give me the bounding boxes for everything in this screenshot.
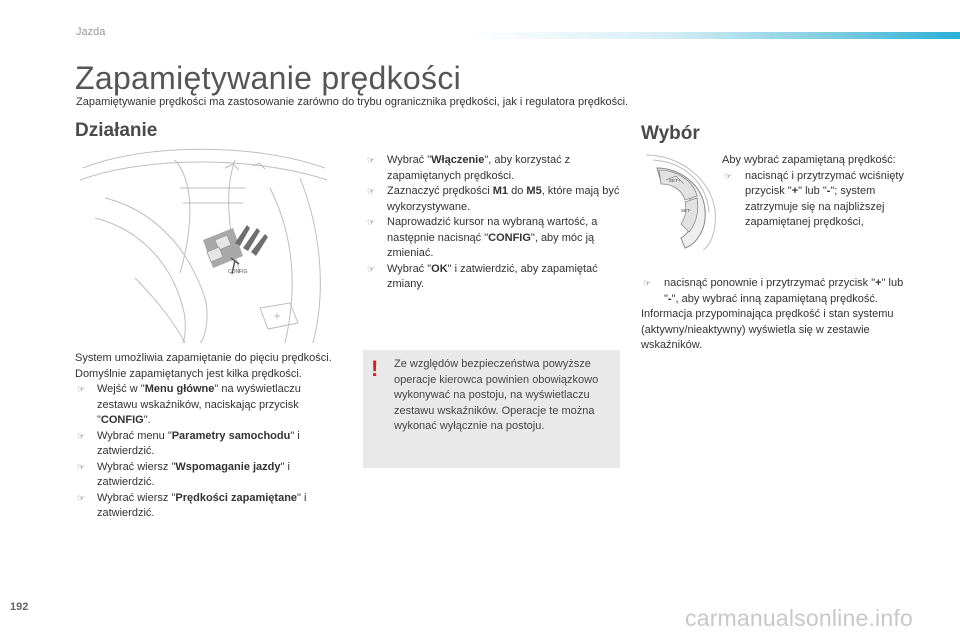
pointing-finger-icon: ☞ [643,278,652,288]
selection-steps-continued [641,276,911,354]
list-item: ☞ Wybrać wiersz "Prędkości zapamiętane" i zatwierdzić. [77,491,307,519]
list-item: ☞ Zaznaczyć prędkości M1 do M5, które mają być wykorzystywane. [367,185,620,213]
pointing-finger-icon: ☞ [77,430,86,441]
pointing-finger-icon: ☞ [77,492,86,503]
pointing-finger-icon: ☞ [77,384,86,394]
header-accent-bar [470,32,960,39]
pointing-finger-icon: ☞ [77,461,86,472]
list-item: ☞ Wybrać menu "Parametry samochodu" i zatwierdzić. [77,429,300,457]
config-label: CONFIG [228,269,248,275]
list-item: ☞ nacisnąć ponownie i przytrzymać przycisk "+" lub "-", aby wybrać inną zapamiętaną prędkość. [643,277,904,305]
list-item: ☞ Wybrać "OK" i zatwierdzić, aby zapamiętać zmiany. [367,262,598,290]
page-title: Zapamiętywanie prędkości [75,60,462,96]
pointing-finger-icon: ☞ [367,217,376,227]
set-buttons-illustration [641,150,717,250]
pointing-finger-icon: ☞ [367,263,376,274]
pointing-finger-icon: ☞ [724,170,733,181]
list-item: ☞ nacisnąć i przytrzymać wciśnięty przycisk "+" lub "-"; system zatrzymuje się na najbliższej zapamiętanej prędkości, [724,169,904,228]
watermark: carmanualsonline.info [685,605,913,631]
intro-text: Zapamiętywanie prędkości ma zastosowanie zarówno do trybu ogranicznika prędkości, jak i regulatora prędkości. [76,96,629,108]
operation-steps-right [365,153,630,293]
warning-box [363,350,620,468]
warning-text: Ze względów bezpieczeństwa powyższe operacje kierowca powinien obowiązkowo wykonywać na postoju, na wyświetlaczu zestawu wskaźników. Operacje te można wykonać wyłącznie na postoju. [394,358,599,432]
heading-selection: Wybór [641,123,700,144]
pointing-finger-icon: ☞ [367,155,376,165]
list-item: ☞ Wybrać wiersz "Wspomaganie jazdy" i zatwierdzić. [77,460,290,488]
set-plus-label: SET+ [669,178,681,183]
heading-operation: Działanie [75,120,158,141]
selection-steps [722,153,922,231]
page-number: 192 [10,601,29,613]
set-minus-label: SET- [681,208,692,213]
section-tag: Jazda [76,26,106,38]
list-item: ☞ Naprowadzić kursor na wybraną wartość, a następnie nacisnąć "CONFIG", aby móc ją zmieniać. [367,216,598,259]
exclamation-icon: ! [371,356,379,381]
operation-intro-line-1: System umożliwia zapamiętanie do pięciu prędkości. [75,352,332,364]
list-item: ☞ Wybrać "Włączenie", aby korzystać z zapamiętanych prędkości. [367,154,571,182]
steering-wheel-illustration [75,148,333,343]
selection-intro: Aby wybrać zapamiętaną prędkość: [722,154,896,166]
selection-note: Informacja przypominająca prędkość i stan systemu (aktywny/nieaktywny) wyświetla się w zestawie wskaźników. [641,308,894,351]
pointing-finger-icon: ☞ [367,186,376,196]
operation-steps-left [75,351,337,522]
list-item: ☞ Wejść w "Menu główne" na wyświetlaczu zestawu wskaźników, naciskając przycisk "CONFIG". [77,383,301,426]
operation-intro-line-2: Domyślnie zapamiętanych jest kilka prędkości. [75,367,302,380]
